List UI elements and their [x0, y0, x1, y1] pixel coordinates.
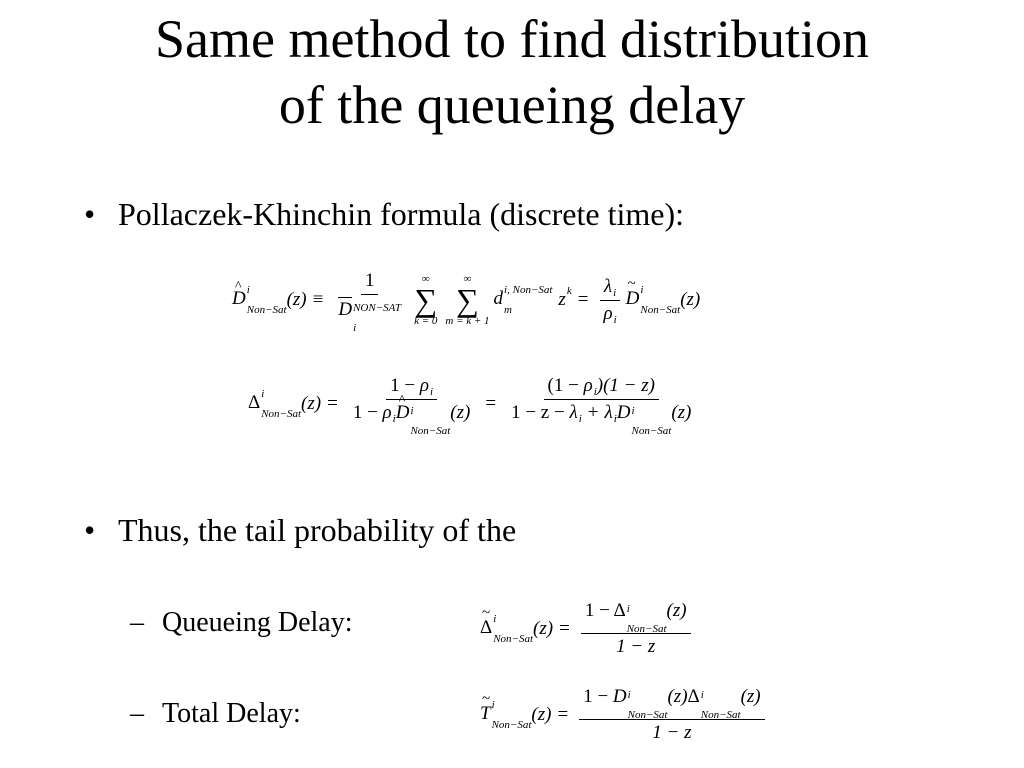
- fraction-delta-1: 1 − ρ i 1 − ρ i ^ D i Non−Sat (z): [349, 375, 475, 433]
- sub-bullet-queueing-delay: [130, 606, 353, 640]
- bullet-pk-formula: [84, 194, 684, 234]
- dash-icon: –: [130, 698, 144, 729]
- equation-total-delay: ~ T i Non−Sat (z) = 1 − D i Non−Sat (z)Δ i Non−Sat (z) 1 − z: [480, 686, 770, 744]
- bullet-icon: •: [84, 512, 96, 548]
- fraction-delta-2: (1 − ρ i )(1 − z) 1 − z − λ i + λ i D i Non−Sat (z): [511, 375, 692, 437]
- slide-title: [0, 6, 1024, 138]
- bullet-icon: •: [84, 196, 96, 232]
- fraction-lambda-over-rho: λ i ρ i: [599, 276, 620, 325]
- sum-m: ∞ ∑ m = k + 1: [445, 273, 490, 327]
- t-tilde-symbol: ~ T i Non−Sat: [480, 703, 531, 727]
- z-power-k: z k: [558, 285, 572, 310]
- sub-bullet-text: Queueing Delay:: [162, 607, 353, 638]
- bullet-tail-probability: [84, 510, 516, 550]
- equation-pk-transform: ^ D i Non−Sat (z) ≡ 1 D NON−SAT i ∞ ∑ k = 0 ∞ ∑ m = k + 1 d i, Non−Sat m z k = λ i ρ i ~ D i Non−Sat (z): [232, 270, 700, 330]
- delta-tilde-symbol: ~ Δ i Non−Sat: [480, 617, 533, 641]
- delta-symbol: Δ i Non−Sat: [248, 388, 302, 420]
- sub-bullet-text: Total Delay:: [162, 698, 301, 729]
- fraction-total: 1 − D i Non−Sat (z)Δ i Non−Sat (z) 1 − z: [579, 686, 764, 744]
- equation-queueing-delay: ~ Δ i Non−Sat (z) = 1 − Δ i Non−Sat (z) 1 − z: [480, 600, 696, 658]
- fraction-queueing: 1 − Δ i Non−Sat (z) 1 − z: [581, 600, 691, 658]
- fraction-inverse-mean: 1 D NON−SAT i: [338, 270, 402, 334]
- sum-k: ∞ ∑ k = 0: [414, 273, 438, 327]
- d-hat-symbol: ^ D i Non−Sat: [232, 288, 287, 312]
- d-tilde-symbol: ~ D i Non−Sat: [626, 288, 681, 312]
- dash-icon: –: [130, 607, 144, 638]
- sub-bullet-total-delay: [130, 697, 301, 731]
- d-symbol: d i, Non−Sat m: [493, 284, 553, 316]
- title-line-1: Same method to find distribution: [155, 9, 869, 69]
- bullet-text: Pollaczek-Khinchin formula (discrete time):: [118, 196, 685, 232]
- bullet-text: Thus, the tail probability of the: [118, 512, 517, 548]
- title-line-2: of the queueing delay: [278, 75, 746, 135]
- equation-delta: Δ i Non−Sat (z) = 1 − ρ i 1 − ρ i ^ D i Non−Sat (z) = (1 − ρ i )(1 − z) 1 − z − λ i + λ i D i Non−Sat (z): [248, 375, 700, 433]
